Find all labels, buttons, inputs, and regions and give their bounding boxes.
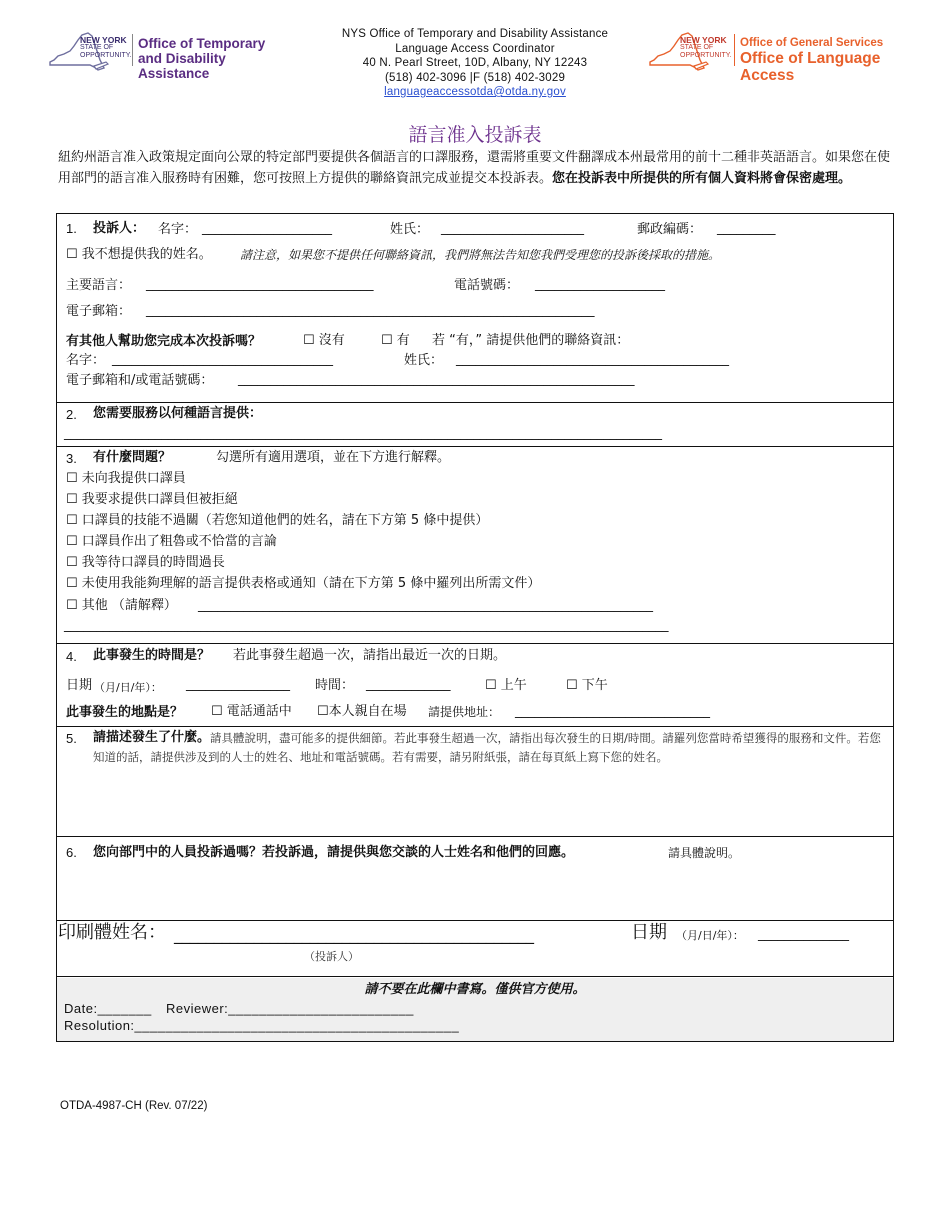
- signature-date-field[interactable]: ______________: [758, 927, 849, 942]
- otda-logo: [48, 30, 288, 81]
- first-name-label: 名字：: [158, 222, 198, 237]
- coordinator-title: Language Access Coordinator: [395, 42, 555, 55]
- helper-last-name-field[interactable]: __________________________________________: [456, 352, 729, 367]
- divider: [56, 920, 894, 921]
- date-label: 日期: [66, 678, 93, 693]
- zip-field[interactable]: _________: [717, 221, 776, 236]
- section-number: 6.: [66, 845, 77, 860]
- section-instruction: 勾選所有適用選項，並在下方進行解釋。: [216, 450, 451, 465]
- helper-last-name-label: 姓氏：: [404, 353, 444, 368]
- complainant-label: （投訴人）: [304, 950, 359, 963]
- section-title: 您需要服務以何種語言提供：: [93, 406, 263, 421]
- office-reviewer-field: Reviewer:________________________: [166, 1001, 414, 1016]
- section-number: 3.: [66, 451, 77, 466]
- helper-question: 有其他人幫助您完成本次投訴嗎？: [66, 334, 262, 349]
- problem-explain-field[interactable]: _____________________________________________________________________________________________: [64, 618, 669, 633]
- phone-label: 電話號碼：: [454, 278, 520, 293]
- helper-first-name-label: 名字：: [66, 353, 106, 368]
- print-name-field[interactable]: _____________________________________________: [174, 925, 534, 944]
- describe-textarea[interactable]: [60, 788, 890, 832]
- signature-date-label: 日期: [631, 922, 667, 943]
- anonymous-note: 請注意，如果您不提供任何聯絡資訊，我們將無法告知您我們受理您的投訴後採取的措施。: [240, 248, 721, 262]
- form-title: 語言准入投訴表: [408, 124, 542, 146]
- anonymous-checkbox[interactable]: ☐ 我不想提供我的姓名。: [66, 247, 212, 262]
- helper-first-name-field[interactable]: __________________________________: [112, 352, 333, 367]
- intro-paragraph: 紐約州語言准入政策規定面向公眾的特定部門要提供各個語言的口譯服務，還需將重要文件翻譯成本州最常用的前十二種非英語語言。如果您在使用部門的語言准入服務時有困難，您可按照上方提供的聯絡資訊完成並提交本投訴表。您在投訴表中所提供的所有個人資料將會保密處理。: [58, 150, 891, 186]
- zip-label: 郵政編碼：: [637, 222, 703, 237]
- otda-wordmark: Office of Temporary and Disability Assistance: [138, 36, 266, 81]
- email-field[interactable]: _____________________________________________________________________: [146, 303, 595, 318]
- problem-option-checkbox[interactable]: ☐ 我要求提供口譯員但被拒絕: [66, 492, 238, 507]
- contact-block: [300, 27, 650, 100]
- section-number: 1.: [66, 221, 77, 236]
- helper-no-checkbox[interactable]: ☐ 沒有: [303, 333, 345, 348]
- office-date-field: Date:_______: [64, 1001, 152, 1016]
- divider: [56, 643, 894, 644]
- print-name-label: 印刷體姓名：: [58, 922, 166, 943]
- problem-other-field[interactable]: ______________________________________________________________________: [198, 598, 653, 613]
- section-number: 4.: [66, 649, 77, 664]
- section-title: 此事發生的時間是？: [93, 648, 211, 663]
- street-address: 40 N. Pearl Street, 10D, Albany, NY 12243: [362, 57, 588, 69]
- signature-date-format: （月/日/年）：: [676, 929, 744, 942]
- pm-checkbox[interactable]: ☐ 下午: [566, 678, 608, 693]
- in-person-checkbox[interactable]: ☐本人親自在場: [317, 704, 407, 719]
- divider: [56, 402, 894, 403]
- time-label: 時間：: [315, 678, 355, 693]
- problem-other-checkbox[interactable]: ☐ 其他 （請解釋）: [66, 598, 177, 613]
- address-label: 請提供地址：: [428, 705, 501, 719]
- problem-option-checkbox[interactable]: ☐ 我等待口譯員的時間過長: [66, 555, 225, 570]
- divider: [56, 836, 894, 837]
- incident-time-field[interactable]: _____________: [366, 677, 451, 692]
- office-resolution-field: Resolution:__________________________________________: [64, 1018, 460, 1033]
- divider: [56, 976, 894, 977]
- problem-option-checkbox[interactable]: ☐ 口譯員的技能不過關（若您知道他們的姓名，請在下方第 5 條中提供）: [66, 513, 489, 528]
- primary-language-label: 主要語言：: [66, 278, 132, 293]
- ny-state-wordmark: NEW YORK STATE OF OPPORTUNITY.: [80, 35, 132, 59]
- first-name-field[interactable]: ____________________: [202, 221, 332, 236]
- problem-option-checkbox[interactable]: ☐ 口譯員作出了粗魯或不恰當的言論: [66, 534, 277, 549]
- section-number: 5.: [66, 731, 77, 746]
- ogs-wordmark: Office of General Services Office of Language Access: [740, 37, 884, 84]
- location-question: 此事發生的地點是？: [66, 705, 184, 720]
- ogs-logo: [648, 30, 920, 84]
- date-format-label: （月/日/年）：: [94, 681, 162, 694]
- helper-if-yes-label: 若 “有，” 請提供他們的聯絡資訊：: [432, 333, 630, 348]
- phone-field[interactable]: ____________________: [535, 277, 665, 292]
- agency-name: NYS Office of Temporary and Disability Assistance: [341, 28, 609, 40]
- section-instruction: 若此事發生超過一次，請指出最近一次的日期。: [233, 648, 507, 663]
- office-use-notice: 請不要在此欄中書寫。僅供官方使用。: [364, 982, 586, 997]
- phone-call-checkbox[interactable]: ☐ 電話通話中: [211, 704, 292, 719]
- primary-language-field[interactable]: ___________________________________: [146, 277, 374, 292]
- phone-fax: (518) 402-3096 |F (518) 402-3029: [384, 71, 566, 84]
- prior-complaint-textarea[interactable]: [60, 864, 890, 916]
- form-number: OTDA-4987-CH (Rev. 07/22): [60, 1100, 208, 1112]
- am-checkbox[interactable]: ☐ 上午: [485, 678, 527, 693]
- problem-option-checkbox[interactable]: ☐ 未向我提供口譯員: [66, 471, 186, 486]
- email-link[interactable]: languageaccessotda@otda.ny.gov: [384, 86, 566, 98]
- address-field[interactable]: ______________________________: [515, 704, 710, 719]
- ny-state-wordmark-orange: NEW YORK STATE OF OPPORTUNITY.: [680, 35, 732, 59]
- incident-date-field[interactable]: ________________: [186, 677, 290, 692]
- section-title: 有什麼問題？: [93, 450, 172, 465]
- last-name-label: 姓氏：: [390, 222, 430, 237]
- last-name-field[interactable]: ______________________: [441, 221, 584, 236]
- language-field[interactable]: ____________________________________________________________________________________________: [64, 426, 662, 441]
- helper-contact-field[interactable]: _____________________________________________________________: [238, 372, 635, 387]
- describe-instruction: 請具體說明，盡可能多的提供細節。若此事發生超過一次，請指出每次發生的日期/時間。請羅列您當時希望獲得的服務和文件。若您知道的話，請提供涉及到的人士的姓名、地址和電話號碼。若有需要，請另附紙張，請在每頁紙上寫下您的姓名。: [93, 731, 881, 764]
- problem-option-checkbox[interactable]: ☐ 未使用我能夠理解的語言提供表格或通知（請在下方第 5 條中羅列出所需文件）: [66, 576, 541, 591]
- divider: [56, 446, 894, 447]
- section-title: 您向部門中的人員投訴過嗎？若投訴過，請提供與您交談的人士姓名和他們的回應。: [93, 845, 575, 860]
- helper-contact-label: 電子郵箱和/或電話號碼：: [66, 373, 214, 388]
- section-number: 2.: [66, 407, 77, 422]
- section-instruction: 請具體說明。: [668, 846, 741, 860]
- section-title: 請描述發生了什麼。: [93, 730, 211, 745]
- divider: [56, 726, 894, 727]
- helper-yes-checkbox[interactable]: ☐ 有: [381, 333, 410, 348]
- section-title: 投訴人：: [93, 221, 146, 236]
- email-label: 電子郵箱：: [66, 304, 132, 319]
